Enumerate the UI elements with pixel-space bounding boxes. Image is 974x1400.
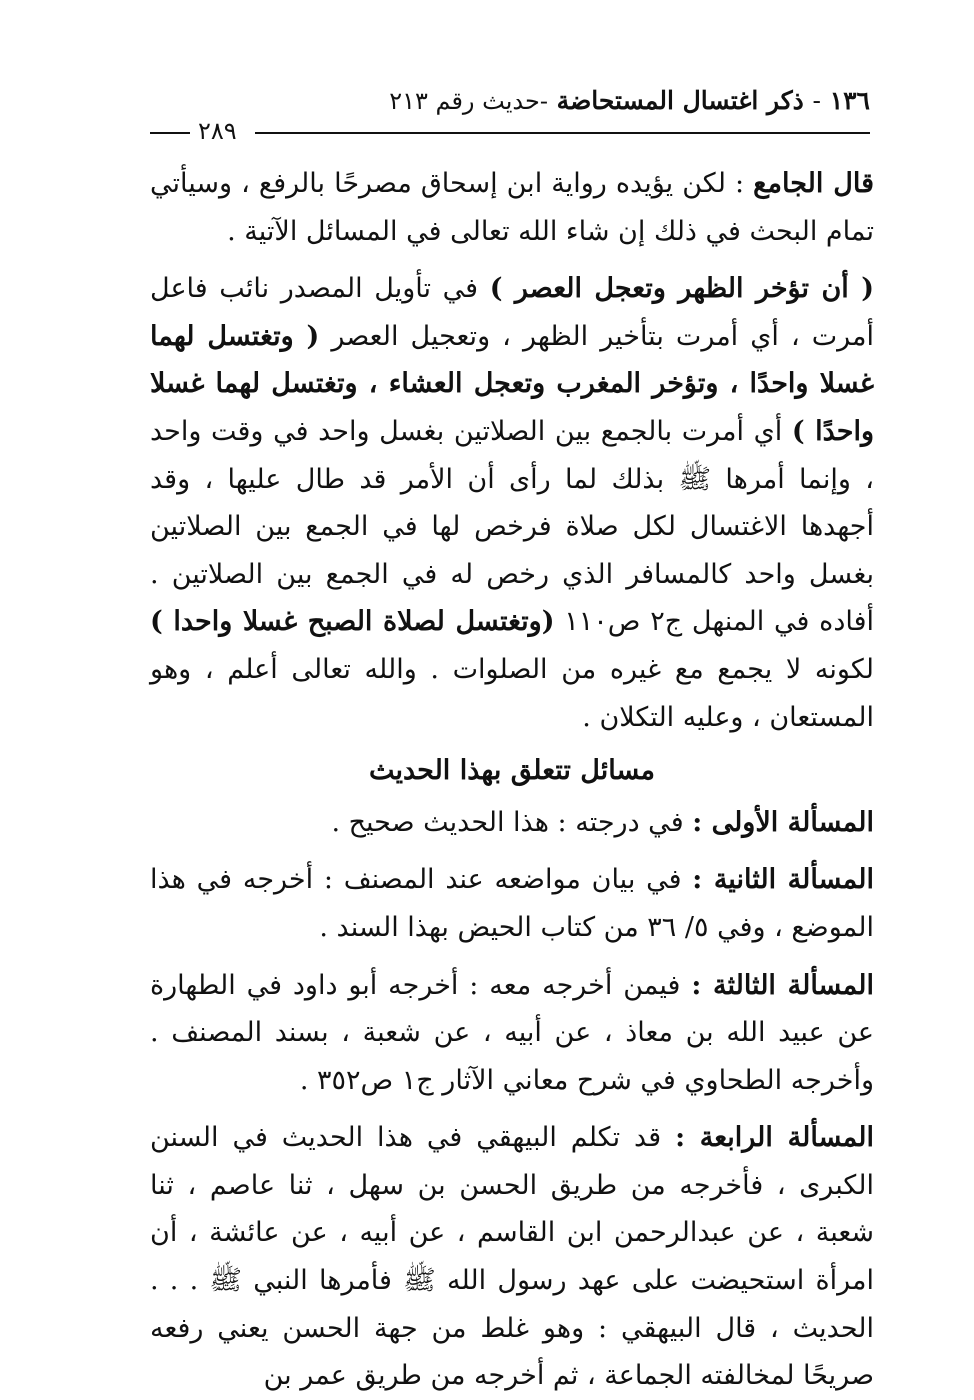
masala-1-label: المسألة الأولى :: [692, 806, 874, 838]
commentary-text-2: أي أمرت بالجمع بين الصلاتين بغسل واحد في وقت واحد ، وإنما أمرها ﷺ بذلك لما رأى أن الأمر قد طال عليها ، وقد أجهدها الاغتسال لكل صلاة فرخص لها في الجمع بين الصلاتين بغسل واحد كالمسافر الذي رخص له في الجمع بين الصلاتين . أفاده في المنهل ج٢ ص١١٠: [150, 415, 874, 638]
paragraph-jami: [150, 160, 874, 255]
masala-3: [150, 962, 874, 1105]
chapter-title: ذكر اغتسال المستحاضة: [556, 86, 804, 115]
masala-1-text: في درجته : هذا الحديث صحيح .: [331, 806, 684, 838]
masala-3-label: المسألة الثالثة :: [691, 969, 874, 1001]
masala-4: [150, 1114, 874, 1400]
chapter-number: ١٣٦: [829, 86, 870, 115]
masala-4-label: المسألة الرابعة :: [675, 1122, 875, 1154]
masala-2-label: المسألة الثانية :: [692, 864, 874, 896]
masala-2-text: في بيان مواضعه عند المصنف : أخرجه في هذا الموضع ، وفي ٥/ ٣٦ من كتاب الحيض بهذا السند .: [150, 864, 874, 943]
section-heading: مسائل تتعلق بهذا الحديث: [368, 755, 656, 787]
masala-3-text: فيمن أخرجه معه : أخرجه أبو داود في الطهارة عن عبيد الله بن معاذ ، عن أبيه ، عن شعبة ، بسند المصنف . وأخرجه الطحاوي في شرح معاني الآثار ج١ ص٣٥٢ .: [150, 969, 874, 1096]
masala-4-text: قد تكلم البيهقي في هذا الحديث في السنن الكبرى ، فأخرجه من طريق الحسن بن سهل ، ثنا عاصم ، ثنا شعبة ، عن عبدالرحمن ابن القاسم ، عن أبيه ، عن عائشة ، أن امرأة استحيضت على عهد رسول الله ﷺ فأمرها النبي ﷺ . . . الحديث ، قال البيهقي : وهو غلط من جهة الحسن يعني رفعه صريحًا لمخالفته الجماعة ، ثم أخرجه من طريق عمر بن: [150, 1122, 874, 1392]
matn-quote-3: (وتغتسل لصلاة الصبح غسلا واحدا ): [150, 606, 555, 638]
jami-label: قال الجامع: [753, 168, 874, 199]
paragraph-commentary: [150, 265, 874, 741]
commentary-text-3: لكونه لا يجمع مع غيره من الصلوات . والله تعالى أعلم ، وهو المستعان ، وعليه التكلان .: [150, 653, 874, 733]
page-number: ٢٨٩: [198, 117, 237, 145]
matn-quote-1: ( أن تؤخر الظهر وتعجل العصر ): [489, 273, 874, 305]
header-rule: [255, 132, 870, 134]
header-title: [389, 86, 870, 115]
page-body: [150, 160, 874, 1400]
masala-1: [150, 799, 874, 847]
masala-2: [150, 856, 874, 951]
running-header: [150, 86, 870, 156]
header-rule-left: [150, 132, 190, 134]
matn-quote-2: ( وتغتسل لهما غسلا واحدًا ، وتؤخر المغرب وتعجل العشاء ، وتغتسل لهما غسلا واحدًا ): [150, 320, 874, 447]
header-separator: -: [812, 86, 821, 115]
jami-text: : لكن يؤيده رواية ابن إسحاق مصرحًا بالرفع ، وسيأتي تمام البحث في ذلك إن شاء الله تعالى في المسائل الآتية .: [150, 168, 874, 247]
commentary-text-1: في تأويل المصدر نائب فاعل أمرت ، أي أمرت بتأخير الظهر ، وتعجيل العصر: [150, 273, 874, 352]
hadith-number: -حديث رقم ٢١٣: [389, 87, 548, 115]
